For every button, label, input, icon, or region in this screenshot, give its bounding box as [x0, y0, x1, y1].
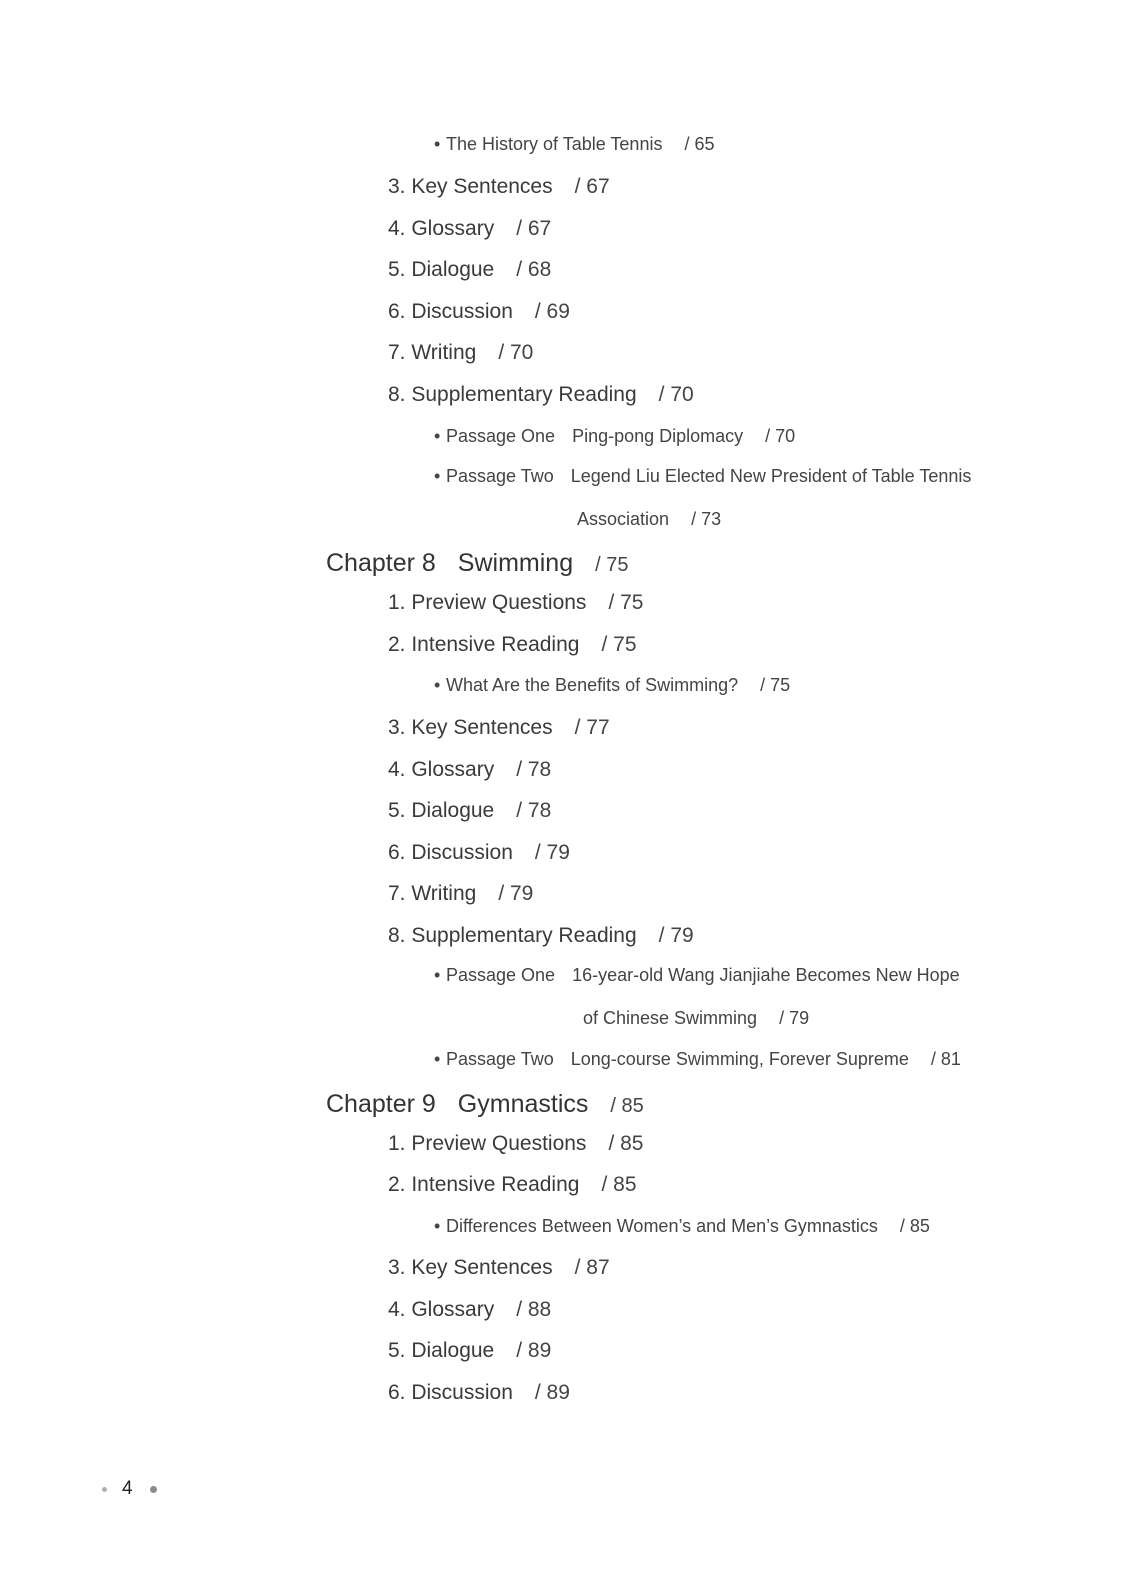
toc-section-entry[interactable]: [388, 1132, 643, 1156]
chapter-title: Swimming: [457, 549, 574, 577]
toc-section-entry[interactable]: [388, 633, 637, 657]
entry-title: Long-course Swimming, Forever Supreme: [570, 1049, 909, 1069]
entry-page: / 88: [516, 1298, 552, 1321]
toc-section-entry[interactable]: [388, 841, 570, 865]
entry-title: 2. Intensive Reading: [388, 633, 580, 656]
entry-page: / 81: [930, 1049, 961, 1069]
entry-title: 6. Discussion: [388, 841, 513, 864]
toc-section-entry[interactable]: [388, 1256, 610, 1280]
bullet-icon: •: [434, 965, 441, 985]
toc-section-entry[interactable]: [388, 258, 551, 282]
entry-title: Ping-pong Diplomacy: [572, 426, 744, 446]
entry-title: 5. Dialogue: [388, 1339, 495, 1362]
entry-page: / 68: [516, 258, 552, 281]
entry-title: 6. Discussion: [388, 1381, 513, 1404]
toc-bullet-entry[interactable]: [434, 134, 714, 155]
bullet-icon: •: [434, 466, 441, 486]
toc-section-entry[interactable]: [388, 383, 694, 407]
footer-dot-right: [150, 1486, 157, 1493]
passage-label: Passage One: [446, 426, 556, 446]
passage-label: Passage Two: [446, 1049, 554, 1069]
bullet-icon: •: [434, 1049, 441, 1069]
entry-page: / 89: [516, 1339, 552, 1362]
entry-title: 8. Supplementary Reading: [388, 924, 637, 947]
entry-page: / 79: [534, 841, 570, 864]
entry-page: / 85: [601, 1173, 637, 1196]
entry-title: The History of Table Tennis: [446, 134, 663, 154]
entry-page: / 85: [610, 1095, 644, 1117]
toc-chapter-entry[interactable]: [326, 1090, 644, 1119]
toc-section-entry[interactable]: [388, 175, 610, 199]
toc-section-entry[interactable]: [388, 341, 533, 365]
toc-section-entry[interactable]: [388, 1381, 570, 1405]
entry-title: Legend Liu Elected New President of Table Tennis: [570, 466, 972, 486]
entry-page: / 69: [534, 300, 570, 323]
entry-page: / 78: [516, 758, 552, 781]
entry-title: 16-year-old Wang Jianjiahe Becomes New Hope: [572, 965, 960, 985]
entry-page: / 67: [516, 217, 552, 240]
bullet-icon: •: [434, 1216, 441, 1236]
entry-title: 7. Writing: [388, 341, 477, 364]
entry-title: Differences Between Women’s and Men’s Gymnastics: [446, 1216, 878, 1236]
entry-title: 7. Writing: [388, 882, 477, 905]
entry-title: 3. Key Sentences: [388, 716, 553, 739]
entry-title: 1. Preview Questions: [388, 591, 587, 614]
entry-title: 2. Intensive Reading: [388, 1173, 580, 1196]
passage-label: Passage One: [446, 965, 556, 985]
chapter-label: Chapter 8: [326, 549, 436, 577]
passage-label: Passage Two: [446, 466, 554, 486]
entry-page: / 75: [601, 633, 637, 656]
entry-page: / 70: [658, 383, 694, 406]
toc-section-entry[interactable]: [388, 758, 551, 782]
toc-bullet-entry[interactable]: [434, 675, 790, 696]
bullet-icon: •: [434, 426, 441, 446]
toc-section-entry[interactable]: [388, 1339, 551, 1363]
toc-section-entry[interactable]: [388, 217, 551, 241]
entry-title: 4. Glossary: [388, 1298, 495, 1321]
toc-section-entry[interactable]: [388, 882, 533, 906]
entry-page: / 77: [574, 716, 610, 739]
bullet-icon: •: [434, 675, 441, 695]
entry-page: / 79: [658, 924, 694, 947]
entry-title: 6. Discussion: [388, 300, 513, 323]
entry-page: / 75: [595, 554, 629, 576]
toc-passage-continuation[interactable]: [583, 1008, 809, 1029]
entry-page: / 65: [684, 134, 715, 154]
entry-title: 1. Preview Questions: [388, 1132, 587, 1155]
entry-title-cont: Association: [577, 509, 670, 529]
entry-page: / 70: [765, 426, 796, 446]
entry-page: / 67: [574, 175, 610, 198]
toc-section-entry[interactable]: [388, 591, 643, 615]
entry-title: 4. Glossary: [388, 217, 495, 240]
page-number: 4: [122, 1478, 133, 1499]
toc-chapter-entry[interactable]: [326, 549, 628, 578]
entry-title: 8. Supplementary Reading: [388, 383, 637, 406]
entry-title: 5. Dialogue: [388, 258, 495, 281]
chapter-title: Gymnastics: [457, 1090, 589, 1118]
entry-page: / 75: [760, 675, 791, 695]
entry-page: / 79: [779, 1008, 810, 1028]
toc-section-entry[interactable]: [388, 1298, 551, 1322]
entry-page: / 79: [498, 882, 534, 905]
toc-section-entry[interactable]: [388, 716, 610, 740]
toc-passage-entry[interactable]: [434, 426, 795, 447]
entry-page: / 75: [608, 591, 644, 614]
toc-passage-entry[interactable]: [434, 965, 960, 986]
entry-title: 3. Key Sentences: [388, 1256, 553, 1279]
toc-passage-entry[interactable]: [434, 1049, 961, 1070]
entry-page: / 78: [516, 799, 552, 822]
toc-section-entry[interactable]: [388, 1173, 637, 1197]
toc-section-entry[interactable]: [388, 924, 694, 948]
entry-page: / 73: [691, 509, 722, 529]
chapter-label: Chapter 9: [326, 1090, 436, 1118]
bullet-icon: •: [434, 134, 441, 154]
footer-dot-left: [102, 1487, 107, 1492]
entry-title: 3. Key Sentences: [388, 175, 553, 198]
toc-bullet-entry[interactable]: [434, 1216, 930, 1237]
entry-page: / 89: [534, 1381, 570, 1404]
entry-page: / 87: [574, 1256, 610, 1279]
entry-page: / 85: [608, 1132, 644, 1155]
entry-page: / 70: [498, 341, 534, 364]
toc-section-entry[interactable]: [388, 799, 551, 823]
entry-title: 4. Glossary: [388, 758, 495, 781]
entry-title-cont: of Chinese Swimming: [583, 1008, 758, 1028]
toc-section-entry[interactable]: [388, 300, 570, 324]
entry-title: 5. Dialogue: [388, 799, 495, 822]
toc-passage-continuation[interactable]: [577, 509, 721, 530]
entry-title: What Are the Benefits of Swimming?: [446, 675, 739, 695]
toc-passage-entry[interactable]: [434, 466, 971, 487]
entry-page: / 85: [899, 1216, 930, 1236]
